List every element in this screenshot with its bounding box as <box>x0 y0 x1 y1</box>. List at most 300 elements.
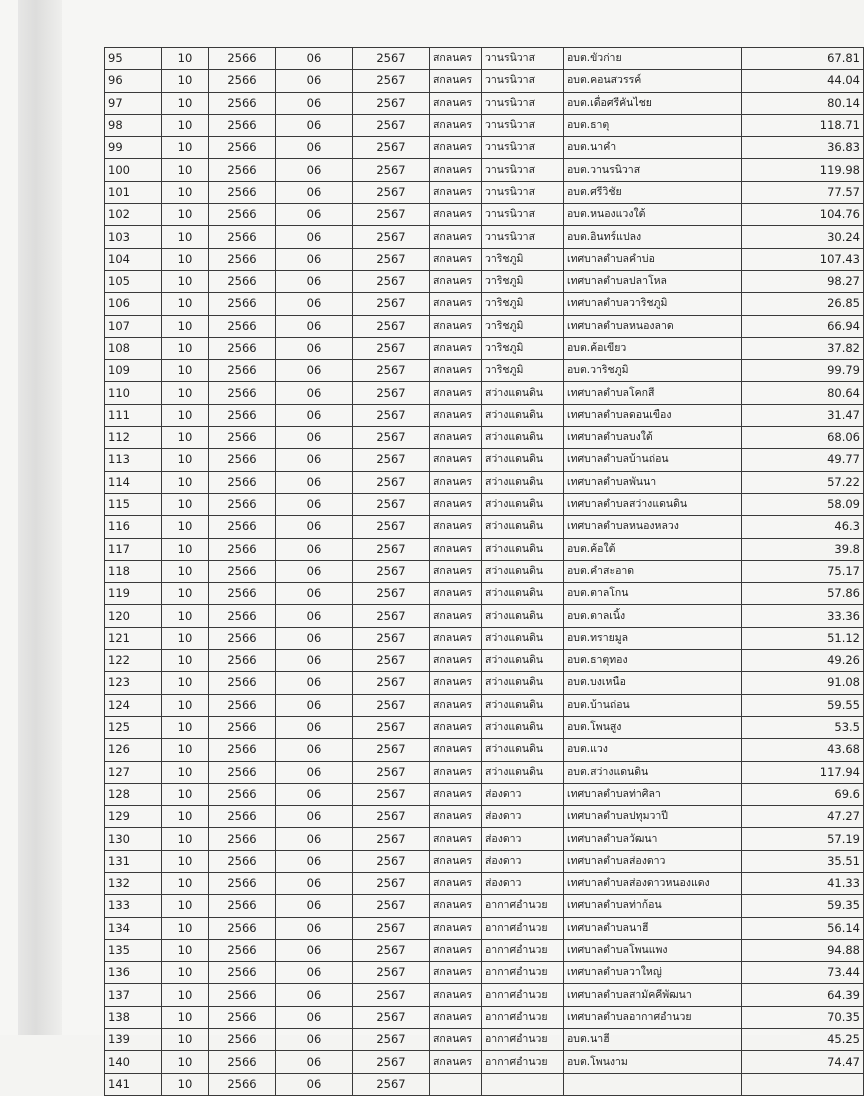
table-row <box>105 427 864 449</box>
table-row <box>105 226 864 248</box>
table-row <box>105 1029 864 1051</box>
end-month-cell: 06 <box>276 181 353 203</box>
district-cell: อากาศอำนวย <box>482 895 564 917</box>
end-month-cell: 06 <box>276 1073 353 1095</box>
table-row <box>105 739 864 761</box>
start-year-cell: 2566 <box>209 538 276 560</box>
end-year-cell: 2567 <box>353 48 430 70</box>
start-month-cell: 10 <box>162 850 209 872</box>
district-cell: สว่างแดนดิน <box>482 650 564 672</box>
start-year-cell: 2566 <box>209 471 276 493</box>
end-month-cell: 06 <box>276 872 353 894</box>
start-month-cell: 10 <box>162 404 209 426</box>
start-year-cell: 2566 <box>209 360 276 382</box>
end-month-cell: 06 <box>276 650 353 672</box>
row-number-cell: 113 <box>105 449 162 471</box>
end-year-cell: 2567 <box>353 694 430 716</box>
table-row <box>105 337 864 359</box>
end-month-cell: 06 <box>276 1051 353 1073</box>
start-year-cell: 2566 <box>209 739 276 761</box>
start-year-cell: 2566 <box>209 560 276 582</box>
end-year-cell: 2567 <box>353 806 430 828</box>
start-month-cell: 10 <box>162 114 209 136</box>
organization-cell: อบต.ธาตุ <box>564 114 742 136</box>
end-month-cell: 06 <box>276 382 353 404</box>
province-cell: สกลนคร <box>430 872 482 894</box>
district-cell: ส่องดาว <box>482 850 564 872</box>
table-row <box>105 248 864 270</box>
start-month-cell: 10 <box>162 1073 209 1095</box>
row-number-cell: 127 <box>105 761 162 783</box>
start-month-cell: 10 <box>162 583 209 605</box>
end-year-cell: 2567 <box>353 181 430 203</box>
start-month-cell: 10 <box>162 783 209 805</box>
organization-cell <box>564 1073 742 1095</box>
table-row <box>105 516 864 538</box>
amount-cell: 39.8 <box>742 538 864 560</box>
start-month-cell: 10 <box>162 226 209 248</box>
province-cell: สกลนคร <box>430 828 482 850</box>
table-row <box>105 181 864 203</box>
table-row <box>105 650 864 672</box>
amount-cell: 26.85 <box>742 293 864 315</box>
row-number-cell: 121 <box>105 627 162 649</box>
row-number-cell: 104 <box>105 248 162 270</box>
district-cell: วาริชภูมิ <box>482 315 564 337</box>
amount-cell: 51.12 <box>742 627 864 649</box>
start-year-cell: 2566 <box>209 92 276 114</box>
row-number-cell: 139 <box>105 1029 162 1051</box>
data-table <box>104 47 864 1096</box>
start-year-cell: 2566 <box>209 650 276 672</box>
district-cell: วานรนิวาส <box>482 70 564 92</box>
row-number-cell: 134 <box>105 917 162 939</box>
table-row <box>105 1006 864 1028</box>
district-cell: วาริชภูมิ <box>482 337 564 359</box>
end-year-cell: 2567 <box>353 962 430 984</box>
start-year-cell: 2566 <box>209 1029 276 1051</box>
start-year-cell: 2566 <box>209 226 276 248</box>
row-number-cell: 140 <box>105 1051 162 1073</box>
organization-cell: เทศบาลตำบลหนองลาด <box>564 315 742 337</box>
start-month-cell: 10 <box>162 92 209 114</box>
end-month-cell: 06 <box>276 404 353 426</box>
row-number-cell: 125 <box>105 716 162 738</box>
start-year-cell: 2566 <box>209 627 276 649</box>
row-number-cell: 126 <box>105 739 162 761</box>
table-row <box>105 382 864 404</box>
start-month-cell: 10 <box>162 828 209 850</box>
organization-cell: อบต.วาริชภูมิ <box>564 360 742 382</box>
start-month-cell: 10 <box>162 694 209 716</box>
amount-cell: 49.77 <box>742 449 864 471</box>
amount-cell: 98.27 <box>742 270 864 292</box>
province-cell: สกลนคร <box>430 716 482 738</box>
start-year-cell: 2566 <box>209 761 276 783</box>
district-cell: วานรนิวาส <box>482 48 564 70</box>
row-number-cell: 117 <box>105 538 162 560</box>
district-cell: สว่างแดนดิน <box>482 672 564 694</box>
end-month-cell: 06 <box>276 360 353 382</box>
table-row <box>105 716 864 738</box>
district-cell: สว่างแดนดิน <box>482 560 564 582</box>
amount-cell: 99.79 <box>742 360 864 382</box>
end-month-cell: 06 <box>276 739 353 761</box>
district-cell: อากาศอำนวย <box>482 939 564 961</box>
start-year-cell: 2566 <box>209 516 276 538</box>
end-month-cell: 06 <box>276 716 353 738</box>
district-cell: สว่างแดนดิน <box>482 427 564 449</box>
start-month-cell: 10 <box>162 917 209 939</box>
district-cell: วานรนิวาส <box>482 92 564 114</box>
table-row <box>105 962 864 984</box>
start-month-cell: 10 <box>162 984 209 1006</box>
organization-cell: เทศบาลตำบลบงใต้ <box>564 427 742 449</box>
amount-cell: 59.55 <box>742 694 864 716</box>
row-number-cell: 107 <box>105 315 162 337</box>
amount-cell: 74.47 <box>742 1051 864 1073</box>
amount-cell: 91.08 <box>742 672 864 694</box>
start-year-cell: 2566 <box>209 895 276 917</box>
end-month-cell: 06 <box>276 48 353 70</box>
row-number-cell: 136 <box>105 962 162 984</box>
start-year-cell: 2566 <box>209 672 276 694</box>
end-year-cell: 2567 <box>353 204 430 226</box>
start-month-cell: 10 <box>162 739 209 761</box>
organization-cell: เทศบาลตำบลวัฒนา <box>564 828 742 850</box>
end-year-cell: 2567 <box>353 404 430 426</box>
end-year-cell: 2567 <box>353 137 430 159</box>
row-number-cell: 110 <box>105 382 162 404</box>
start-year-cell: 2566 <box>209 293 276 315</box>
end-year-cell: 2567 <box>353 270 430 292</box>
organization-cell: อบต.ตาลโกน <box>564 583 742 605</box>
table-row <box>105 939 864 961</box>
organization-cell: เทศบาลตำบลส่องดาวหนองแดง <box>564 872 742 894</box>
district-cell: สว่างแดนดิน <box>482 493 564 515</box>
district-cell: ส่องดาว <box>482 806 564 828</box>
end-month-cell: 06 <box>276 137 353 159</box>
organization-cell: เทศบาลตำบลโพนแพง <box>564 939 742 961</box>
start-year-cell: 2566 <box>209 48 276 70</box>
row-number-cell: 141 <box>105 1073 162 1095</box>
organization-cell: เทศบาลตำบลท่าศิลา <box>564 783 742 805</box>
organization-cell: เทศบาลตำบลท่าก้อน <box>564 895 742 917</box>
table-row <box>105 761 864 783</box>
end-month-cell: 06 <box>276 783 353 805</box>
district-cell: อากาศอำนวย <box>482 917 564 939</box>
amount-cell: 56.14 <box>742 917 864 939</box>
row-number-cell: 96 <box>105 70 162 92</box>
start-year-cell: 2566 <box>209 605 276 627</box>
start-year-cell: 2566 <box>209 248 276 270</box>
amount-cell: 77.57 <box>742 181 864 203</box>
end-month-cell: 06 <box>276 605 353 627</box>
start-year-cell: 2566 <box>209 382 276 404</box>
end-year-cell: 2567 <box>353 761 430 783</box>
end-month-cell: 06 <box>276 449 353 471</box>
start-month-cell: 10 <box>162 204 209 226</box>
district-cell: อากาศอำนวย <box>482 962 564 984</box>
start-year-cell: 2566 <box>209 70 276 92</box>
district-cell <box>482 1073 564 1095</box>
organization-cell: เทศบาลตำบลสามัคคีพัฒนา <box>564 984 742 1006</box>
start-year-cell: 2566 <box>209 783 276 805</box>
organization-cell: อบต.หนองแวงใต้ <box>564 204 742 226</box>
district-cell: วาริชภูมิ <box>482 248 564 270</box>
end-year-cell: 2567 <box>353 672 430 694</box>
district-cell: สว่างแดนดิน <box>482 605 564 627</box>
amount-cell: 107.43 <box>742 248 864 270</box>
amount-cell: 94.88 <box>742 939 864 961</box>
amount-cell: 57.19 <box>742 828 864 850</box>
organization-cell: อบต.นาคำ <box>564 137 742 159</box>
end-month-cell: 06 <box>276 293 353 315</box>
province-cell: สกลนคร <box>430 204 482 226</box>
start-year-cell: 2566 <box>209 850 276 872</box>
start-month-cell: 10 <box>162 427 209 449</box>
end-month-cell: 06 <box>276 672 353 694</box>
start-month-cell: 10 <box>162 159 209 181</box>
end-month-cell: 06 <box>276 516 353 538</box>
amount-cell: 57.22 <box>742 471 864 493</box>
table-row <box>105 1073 864 1095</box>
province-cell: สกลนคร <box>430 493 482 515</box>
row-number-cell: 98 <box>105 114 162 136</box>
end-month-cell: 06 <box>276 114 353 136</box>
start-year-cell: 2566 <box>209 939 276 961</box>
end-month-cell: 06 <box>276 159 353 181</box>
start-month-cell: 10 <box>162 1006 209 1028</box>
start-month-cell: 10 <box>162 293 209 315</box>
end-year-cell: 2567 <box>353 427 430 449</box>
row-number-cell: 119 <box>105 583 162 605</box>
row-number-cell: 112 <box>105 427 162 449</box>
amount-cell: 80.64 <box>742 382 864 404</box>
district-cell: สว่างแดนดิน <box>482 382 564 404</box>
amount-cell: 33.36 <box>742 605 864 627</box>
amount-cell: 104.76 <box>742 204 864 226</box>
district-cell: สว่างแดนดิน <box>482 471 564 493</box>
table-row <box>105 872 864 894</box>
end-year-cell: 2567 <box>353 516 430 538</box>
amount-cell: 66.94 <box>742 315 864 337</box>
amount-cell: 68.06 <box>742 427 864 449</box>
end-month-cell: 06 <box>276 315 353 337</box>
organization-cell: อบต.ค้อเขียว <box>564 337 742 359</box>
table-row <box>105 315 864 337</box>
amount-cell: 75.17 <box>742 560 864 582</box>
end-year-cell: 2567 <box>353 92 430 114</box>
end-month-cell: 06 <box>276 92 353 114</box>
start-year-cell: 2566 <box>209 962 276 984</box>
amount-cell: 44.04 <box>742 70 864 92</box>
organization-cell: เทศบาลตำบลปทุมวาปี <box>564 806 742 828</box>
province-cell: สกลนคร <box>430 650 482 672</box>
organization-cell: อบต.ศรีวิชัย <box>564 181 742 203</box>
end-year-cell: 2567 <box>353 382 430 404</box>
table-row <box>105 806 864 828</box>
amount-cell: 64.39 <box>742 984 864 1006</box>
table-row <box>105 917 864 939</box>
organization-cell: อบต.ค้อใต้ <box>564 538 742 560</box>
end-month-cell: 06 <box>276 427 353 449</box>
end-year-cell: 2567 <box>353 248 430 270</box>
start-month-cell: 10 <box>162 806 209 828</box>
amount-cell: 80.14 <box>742 92 864 114</box>
province-cell: สกลนคร <box>430 114 482 136</box>
end-year-cell: 2567 <box>353 1051 430 1073</box>
row-number-cell: 120 <box>105 605 162 627</box>
organization-cell: เทศบาลตำบลปลาโหล <box>564 270 742 292</box>
end-year-cell: 2567 <box>353 716 430 738</box>
end-month-cell: 06 <box>276 493 353 515</box>
province-cell: สกลนคร <box>430 605 482 627</box>
district-cell: อากาศอำนวย <box>482 1029 564 1051</box>
row-number-cell: 138 <box>105 1006 162 1028</box>
row-number-cell: 99 <box>105 137 162 159</box>
row-number-cell: 103 <box>105 226 162 248</box>
end-month-cell: 06 <box>276 560 353 582</box>
start-month-cell: 10 <box>162 560 209 582</box>
row-number-cell: 135 <box>105 939 162 961</box>
province-cell: สกลนคร <box>430 850 482 872</box>
province-cell: สกลนคร <box>430 516 482 538</box>
end-year-cell: 2567 <box>353 984 430 1006</box>
end-year-cell: 2567 <box>353 1029 430 1051</box>
end-month-cell: 06 <box>276 1006 353 1028</box>
end-month-cell: 06 <box>276 761 353 783</box>
district-cell: สว่างแดนดิน <box>482 739 564 761</box>
province-cell: สกลนคร <box>430 672 482 694</box>
row-number-cell: 128 <box>105 783 162 805</box>
province-cell: สกลนคร <box>430 337 482 359</box>
end-year-cell: 2567 <box>353 872 430 894</box>
end-year-cell: 2567 <box>353 226 430 248</box>
amount-cell: 53.5 <box>742 716 864 738</box>
start-year-cell: 2566 <box>209 315 276 337</box>
province-cell: สกลนคร <box>430 181 482 203</box>
start-month-cell: 10 <box>162 449 209 471</box>
start-month-cell: 10 <box>162 627 209 649</box>
organization-cell: เทศบาลตำบลวาใหญ่ <box>564 962 742 984</box>
province-cell: สกลนคร <box>430 583 482 605</box>
start-year-cell: 2566 <box>209 137 276 159</box>
end-year-cell: 2567 <box>353 739 430 761</box>
start-year-cell: 2566 <box>209 493 276 515</box>
row-number-cell: 111 <box>105 404 162 426</box>
start-year-cell: 2566 <box>209 181 276 203</box>
province-cell: สกลนคร <box>430 783 482 805</box>
start-month-cell: 10 <box>162 337 209 359</box>
organization-cell: อบต.คอนสวรรค์ <box>564 70 742 92</box>
amount-cell: 117.94 <box>742 761 864 783</box>
table-row <box>105 293 864 315</box>
start-month-cell: 10 <box>162 516 209 538</box>
row-number-cell: 131 <box>105 850 162 872</box>
district-cell: วานรนิวาส <box>482 226 564 248</box>
end-month-cell: 06 <box>276 1029 353 1051</box>
organization-cell: อบต.ตาลเนิ้ง <box>564 605 742 627</box>
province-cell: สกลนคร <box>430 137 482 159</box>
end-month-cell: 06 <box>276 627 353 649</box>
end-year-cell: 2567 <box>353 538 430 560</box>
start-year-cell: 2566 <box>209 270 276 292</box>
amount-cell: 73.44 <box>742 962 864 984</box>
organization-cell: อบต.สว่างแดนดิน <box>564 761 742 783</box>
province-cell: สกลนคร <box>430 1029 482 1051</box>
row-number-cell: 100 <box>105 159 162 181</box>
table-row <box>105 538 864 560</box>
end-year-cell: 2567 <box>353 560 430 582</box>
table-row <box>105 672 864 694</box>
row-number-cell: 106 <box>105 293 162 315</box>
organization-cell: อบต.โพนสูง <box>564 716 742 738</box>
amount-cell: 46.3 <box>742 516 864 538</box>
row-number-cell: 105 <box>105 270 162 292</box>
province-cell <box>430 1073 482 1095</box>
end-year-cell: 2567 <box>353 114 430 136</box>
organization-cell: อบต.วานรนิวาส <box>564 159 742 181</box>
district-cell: ส่องดาว <box>482 828 564 850</box>
province-cell: สกลนคร <box>430 382 482 404</box>
organization-cell: อบต.เดื่อศรีคันไชย <box>564 92 742 114</box>
organization-cell: อบต.ขัวก่าย <box>564 48 742 70</box>
start-month-cell: 10 <box>162 716 209 738</box>
start-year-cell: 2566 <box>209 917 276 939</box>
table-row <box>105 627 864 649</box>
end-year-cell: 2567 <box>353 783 430 805</box>
district-cell: วานรนิวาส <box>482 204 564 226</box>
province-cell: สกลนคร <box>430 1051 482 1073</box>
table-row <box>105 493 864 515</box>
amount-cell: 35.51 <box>742 850 864 872</box>
start-year-cell: 2566 <box>209 583 276 605</box>
table-row <box>105 783 864 805</box>
end-month-cell: 06 <box>276 538 353 560</box>
district-cell: วานรนิวาส <box>482 114 564 136</box>
organization-cell: เทศบาลตำบลวาริชภูมิ <box>564 293 742 315</box>
end-month-cell: 06 <box>276 226 353 248</box>
end-year-cell: 2567 <box>353 70 430 92</box>
organization-cell: อบต.บงเหนือ <box>564 672 742 694</box>
table-row <box>105 828 864 850</box>
amount-cell: 57.86 <box>742 583 864 605</box>
start-year-cell: 2566 <box>209 159 276 181</box>
start-month-cell: 10 <box>162 672 209 694</box>
amount-cell: 70.35 <box>742 1006 864 1028</box>
organization-cell: อบต.บ้านถ่อน <box>564 694 742 716</box>
district-cell: อากาศอำนวย <box>482 1051 564 1073</box>
province-cell: สกลนคร <box>430 226 482 248</box>
province-cell: สกลนคร <box>430 293 482 315</box>
table-row <box>105 70 864 92</box>
start-month-cell: 10 <box>162 181 209 203</box>
province-cell: สกลนคร <box>430 248 482 270</box>
end-month-cell: 06 <box>276 962 353 984</box>
amount-cell: 41.33 <box>742 872 864 894</box>
province-cell: สกลนคร <box>430 404 482 426</box>
end-month-cell: 06 <box>276 583 353 605</box>
table-row <box>105 471 864 493</box>
district-cell: สว่างแดนดิน <box>482 583 564 605</box>
organization-cell: อบต.แวง <box>564 739 742 761</box>
end-month-cell: 06 <box>276 895 353 917</box>
organization-cell: เทศบาลตำบลนาฮี <box>564 917 742 939</box>
province-cell: สกลนคร <box>430 449 482 471</box>
district-cell: สว่างแดนดิน <box>482 538 564 560</box>
start-month-cell: 10 <box>162 48 209 70</box>
